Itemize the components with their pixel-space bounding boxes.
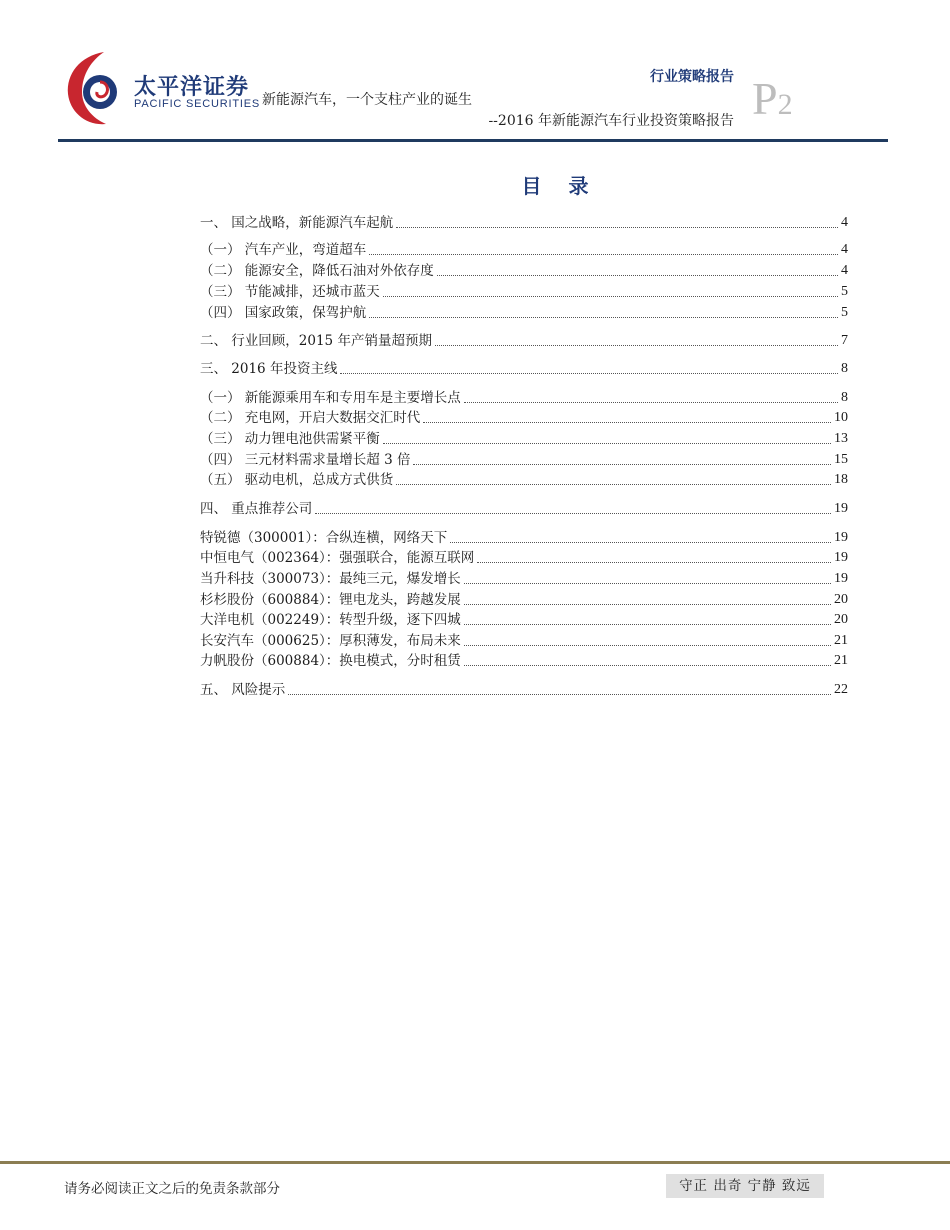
toc-entry-label: （三） 节能减排，还城市蓝天 <box>200 284 380 300</box>
toc-entry[interactable] <box>200 469 848 489</box>
toc-entry-label: 五、 风险提示 <box>200 682 286 698</box>
toc-entry-label: （四） 国家政策，保驾护航 <box>200 305 367 321</box>
toc-entry[interactable] <box>200 407 848 427</box>
footer-disclaimer: 请务必阅读正文之后的免责条款部分 <box>64 1181 280 1197</box>
page-number: 2 <box>777 88 793 121</box>
toc-entry-page: 22 <box>834 682 848 697</box>
toc-entry-page: 8 <box>841 361 848 376</box>
toc-entry[interactable] <box>200 630 848 650</box>
toc-entry-label: 当升科技（300073）：最纯三元，爆发增长 <box>200 571 461 587</box>
toc-entry-label: （二） 能源安全，降低石油对外依存度 <box>200 263 434 279</box>
toc-entry-page: 4 <box>841 242 848 257</box>
toc-leader-dots <box>464 624 831 625</box>
toc-entry-label: （一） 汽车产业，弯道超车 <box>200 242 367 258</box>
toc-entry-page: 5 <box>841 305 848 320</box>
toc-entry[interactable] <box>200 679 848 699</box>
toc-leader-dots <box>464 604 831 605</box>
toc-entry[interactable] <box>200 212 848 232</box>
header-report-title: --2016 年新能源汽车行业投资策略报告 <box>488 113 734 129</box>
toc-entry[interactable] <box>200 428 848 448</box>
toc-entry-label: 长安汽车（000625）：厚积薄发，布局未来 <box>200 633 461 649</box>
toc-entry[interactable] <box>200 547 848 567</box>
toc-entry-page: 21 <box>834 653 848 668</box>
toc-entry[interactable] <box>200 449 848 469</box>
toc-entry-page: 19 <box>834 550 848 565</box>
toc-entry[interactable] <box>200 358 848 378</box>
toc-entry-label: 特锐德（300001）：合纵连横，网络天下 <box>200 530 448 546</box>
toc-entry-page: 19 <box>834 501 848 516</box>
toc-entry-label: （一） 新能源乘用车和专用车是主要增长点 <box>200 390 461 406</box>
page-prefix: P <box>752 73 778 124</box>
toc-leader-dots <box>369 254 838 255</box>
toc-entry[interactable] <box>200 568 848 588</box>
toc-leader-dots <box>464 583 831 584</box>
toc-entry-page: 7 <box>841 333 848 348</box>
toc-leader-dots <box>437 275 838 276</box>
toc-entry-label: 中恒电气（002364）：强强联合，能源互联网 <box>200 550 475 566</box>
toc-entry-page: 20 <box>834 612 848 627</box>
toc-entry-label: （五） 驱动电机，总成方式供货 <box>200 472 394 488</box>
logo-english-name: PACIFIC SECURITIES <box>134 98 261 110</box>
toc-leader-dots <box>435 345 838 346</box>
toc-entry-label: 四、 重点推荐公司 <box>200 501 313 517</box>
toc-entry-label: （三） 动力锂电池供需紧平衡 <box>200 431 380 447</box>
page-number-mark <box>752 72 793 125</box>
toc-leader-dots <box>413 464 831 465</box>
header-report-type: 行业策略报告 <box>650 69 734 85</box>
toc-leader-dots <box>383 296 838 297</box>
logo-chinese-name: 太平洋证券 <box>134 75 250 100</box>
toc-entry[interactable] <box>200 589 848 609</box>
footer-motto: 守正 出奇 宁静 致远 <box>666 1174 824 1198</box>
toc-entry[interactable] <box>200 498 848 518</box>
company-logo <box>64 48 261 128</box>
toc-entry-page: 10 <box>834 410 848 425</box>
toc-leader-dots <box>477 562 831 563</box>
toc-entry-label: 力帆股份（600884）：换电模式，分时租赁 <box>200 653 461 669</box>
toc-entry[interactable] <box>200 302 848 322</box>
toc-entry[interactable] <box>200 260 848 280</box>
toc-leader-dots <box>340 373 838 374</box>
toc-leader-dots <box>315 513 831 514</box>
toc-entry[interactable] <box>200 609 848 629</box>
toc-entry[interactable] <box>200 281 848 301</box>
toc-leader-dots <box>396 484 831 485</box>
toc-entry[interactable] <box>200 387 848 407</box>
toc-entry-label: 三、 2016 年投资主线 <box>200 361 338 377</box>
toc-entry-page: 18 <box>834 472 848 487</box>
toc-entry-label: 杉杉股份（600884）：锂电龙头，跨越发展 <box>200 592 461 608</box>
toc-entry[interactable] <box>200 330 848 350</box>
toc-title: 目 录 <box>521 174 599 198</box>
toc-entry-page: 4 <box>841 263 848 278</box>
toc-entry-label: （二） 充电网，开启大数据交汇时代 <box>200 410 421 426</box>
toc-leader-dots <box>288 694 831 695</box>
footer-divider <box>0 1161 950 1164</box>
toc-entry[interactable] <box>200 527 848 547</box>
header-subtitle: 新能源汽车，一个支柱产业的诞生 <box>262 92 472 108</box>
toc-entry-label: 二、 行业回顾，2015 年产销量超预期 <box>200 333 432 349</box>
toc-leader-dots <box>423 422 831 423</box>
toc-entry-page: 13 <box>834 431 848 446</box>
toc-entry-page: 8 <box>841 390 848 405</box>
logo-emblem-icon <box>64 48 128 128</box>
toc-entry-page: 19 <box>834 530 848 545</box>
toc-entry-page: 20 <box>834 592 848 607</box>
toc-entry-page: 5 <box>841 284 848 299</box>
toc-leader-dots <box>396 227 838 228</box>
toc-leader-dots <box>464 645 831 646</box>
header-divider <box>58 139 888 142</box>
toc-entry-page: 15 <box>834 452 848 467</box>
toc-leader-dots <box>450 542 831 543</box>
toc-leader-dots <box>464 665 831 666</box>
toc-entry-label: 大洋电机（002249）：转型升级，逐下四城 <box>200 612 461 628</box>
toc-entry-page: 21 <box>834 633 848 648</box>
toc-entry-label: 一、 国之战略，新能源汽车起航 <box>200 215 394 231</box>
toc-entry-page: 4 <box>841 215 848 230</box>
toc-entry[interactable] <box>200 239 848 259</box>
toc-leader-dots <box>464 402 838 403</box>
toc-entry[interactable] <box>200 650 848 670</box>
toc-entry-label: （四） 三元材料需求量增长超 3 倍 <box>200 452 411 468</box>
toc-leader-dots <box>369 317 838 318</box>
toc-entry-page: 19 <box>834 571 848 586</box>
toc-leader-dots <box>383 443 831 444</box>
